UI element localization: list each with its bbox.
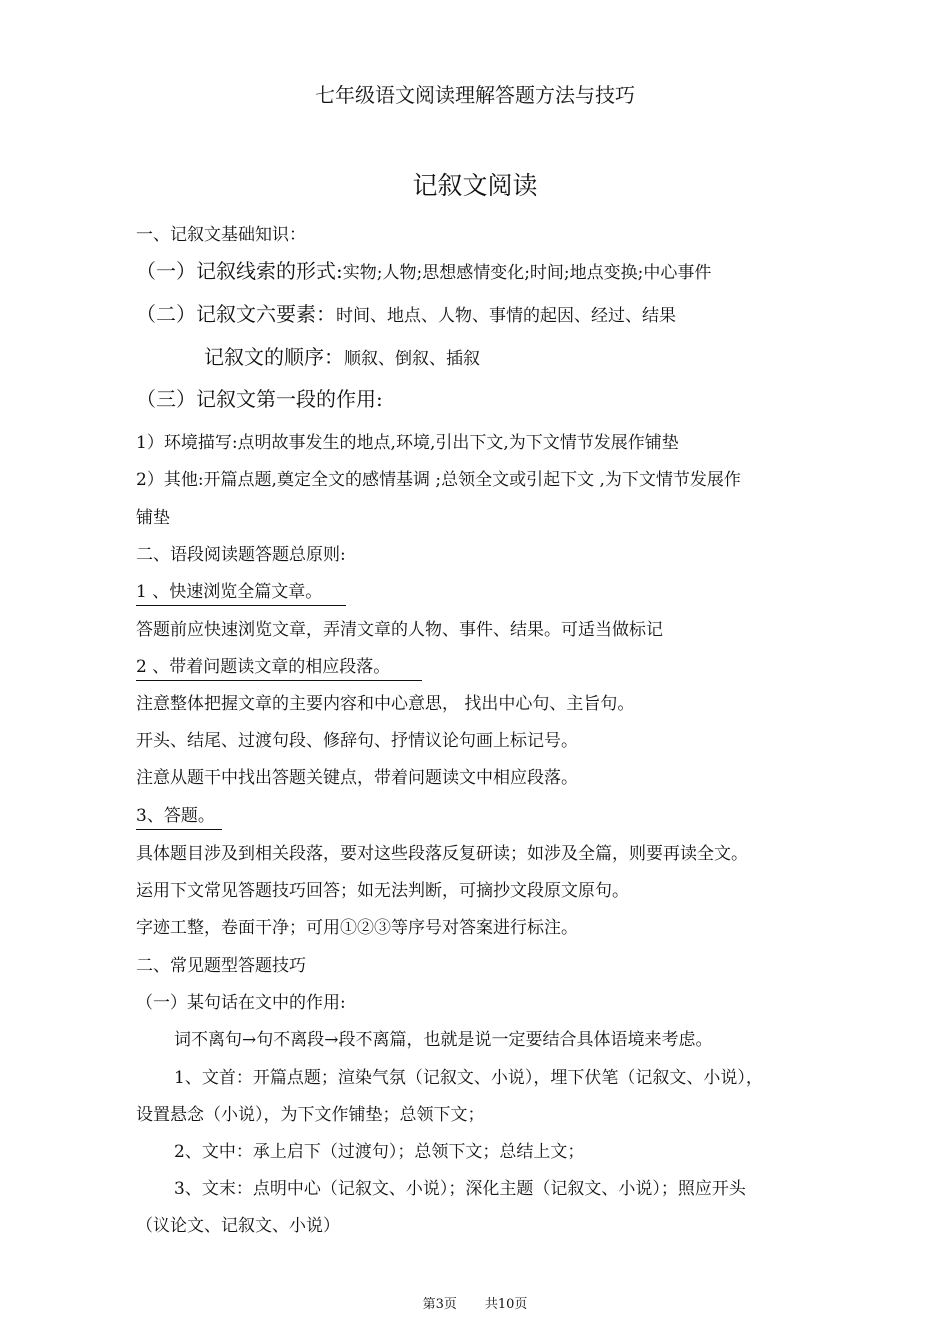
section-2-1-heading: 1 、快速浏览全篇文章。 [136,580,346,606]
section-2-2-line-2: 开头、结尾、过渡句段、修辞句、抒情议论句画上标记号。 [136,731,578,751]
section-2-1-body: 答题前应快速浏览文章，弄清文章的人物、事件、结果。可适当做标记 [136,620,663,640]
section-3-1-line-3a: 3、文末：点明中心（记叙文、小说）；深化主题（记叙文、小说）；照应开头 [174,1179,746,1199]
section-3-1-line-3b: （议论文、记叙文、小说） [136,1216,340,1236]
section-3-1-heading: （一）某句话在文中的作用: [136,993,346,1013]
section-1-heading: 一、记叙文基础知识： [136,225,306,245]
document-title: 七年级语文阅读理解答题方法与技巧 [315,83,635,107]
paragraph-2a: 2）其他:开篇点题,奠定全文的感情基调 ;总领全文或引起下文 ,为下文情节发展作 [136,470,741,490]
document-subtitle: 记叙文阅读 [412,171,538,200]
section-2-3-wrap [136,804,222,830]
section-2-3-heading: 3、答题。 [136,804,222,830]
section-1-1-head: （一）记叙线索的形式: [136,259,343,283]
section-1-3-head: （三）记叙文第一段的作用: [136,387,383,411]
narrative-order [204,345,480,371]
section-2-2-line-3: 注意从题干中找出答题关键点，带着问题读文中相应段落。 [136,768,578,788]
paragraph-2b: 铺垫 [136,508,170,528]
section-2-3-line-1: 具体题目涉及到相关段落，要对这些段落反复研读；如涉及全篇，则要再读全文。 [136,844,748,864]
section-1-2-head: （二）记叙文六要素： [136,302,336,326]
section-2-3-line-3: 字迹工整，卷面干净；可用①②③等序号对答案进行标注。 [136,918,578,938]
section-1-1 [136,259,711,285]
section-1-2 [136,302,676,328]
section-2-3-line-2: 运用下文常见答题技巧回答；如无法判断，可摘抄文段原文原句。 [136,881,629,901]
section-2-2-heading: 2 、带着问题读文章的相应段落。 [136,655,422,681]
page-footer [0,1293,950,1312]
section-3-1-line-1a: 1、文首：开篇点题；渲染气氛（记叙文、小说），埋下伏笔（记叙文、小说）， [174,1068,763,1088]
section-1-1-body: 实物;人物;思想感情变化;时间;地点变换;中心事件 [342,263,712,283]
section-3-1-line-0: 词不离句→句不离段→段不离篇，也就是说一定要结合具体语境来考虑。 [174,1030,713,1050]
page-total: 共10页 [484,1297,528,1312]
narrative-order-head: 记叙文的顺序： [204,345,344,369]
page-number: 第3页 [422,1297,457,1312]
narrative-order-body: 顺叙、倒叙、插叙 [344,349,480,369]
section-3-heading: 二、常见题型答题技巧 [136,956,306,976]
section-2-1-wrap [136,580,346,606]
section-3-1-line-2: 2、文中：承上启下（过渡句）；总领下文；总结上文； [174,1142,585,1162]
section-2-heading: 二、语段阅读题答题总原则: [136,545,346,565]
section-2-2-wrap [136,655,422,681]
paragraph-1: 1）环境描写:点明故事发生的地点,环境,引出下文,为下文情节发展作铺垫 [136,433,679,453]
section-1-2-body: 时间、地点、人物、事情的起因、经过、结果 [336,306,676,326]
section-3-1-line-1b: 设置悬念（小说），为下文作铺垫；总领下文； [136,1105,485,1125]
section-2-2-line-1: 注意整体把握文章的主要内容和中心意思， 找出中心句、主旨句。 [136,694,635,714]
